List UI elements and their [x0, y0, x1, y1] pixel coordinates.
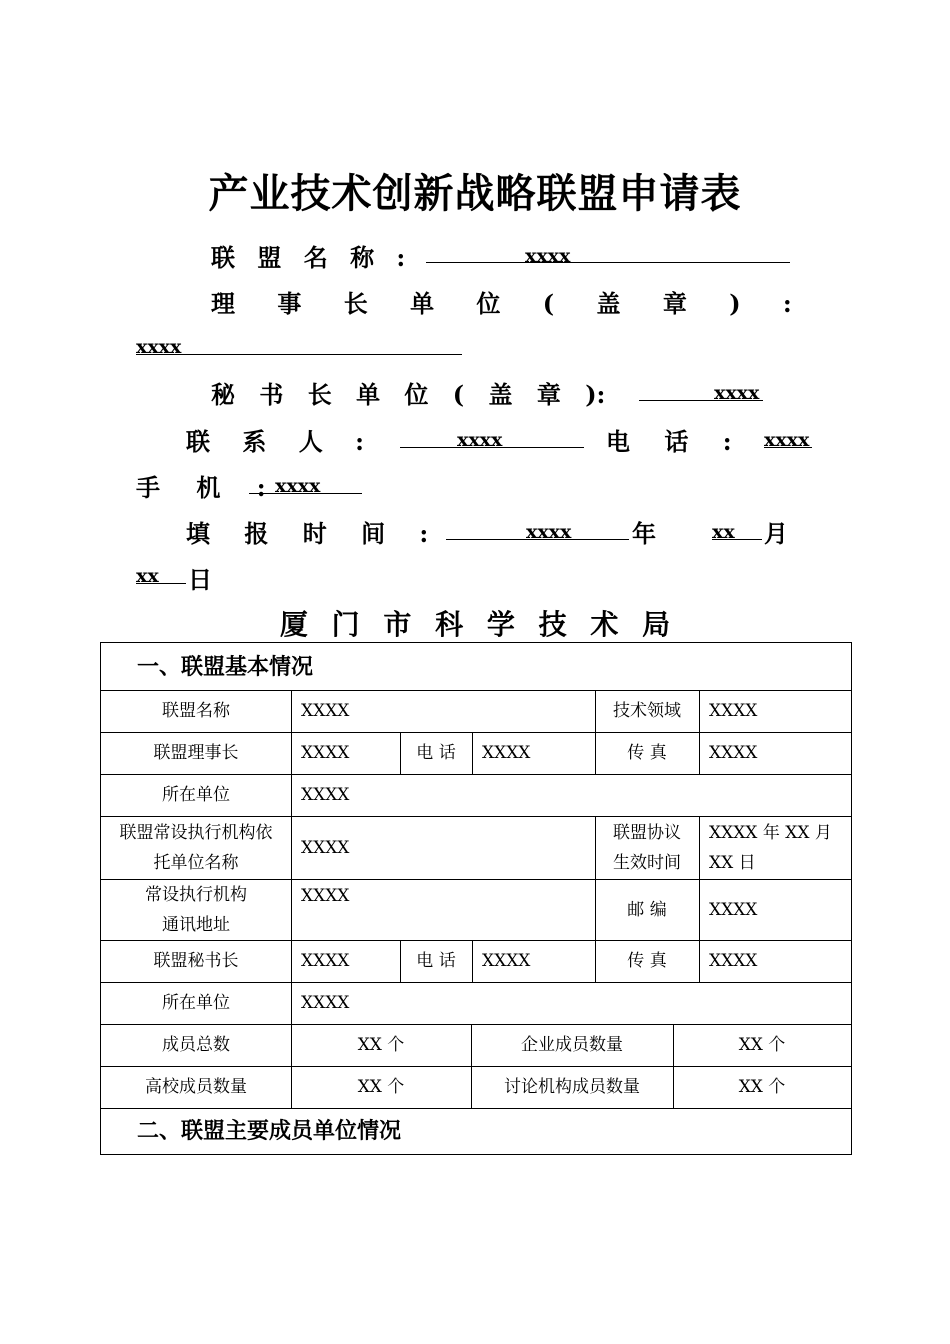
contact-label: 联 系 人 :: [186, 427, 364, 456]
secretary-unit-label: 秘 书 长 单 位 ( 盖 章 ):: [211, 380, 606, 409]
chairman-unit-value: xxxx: [136, 336, 182, 358]
fill-date-label: 填 报 时 间 :: [186, 519, 429, 548]
secretary-fax-value: XXXX: [709, 951, 758, 971]
alliance-name-cell: XXXX: [301, 701, 350, 721]
day-unit: 日: [188, 565, 212, 594]
chairman-unit-underline: [136, 354, 462, 355]
chairman-unit-label-cell: 所在单位: [162, 785, 230, 805]
address-label: [101, 879, 291, 940]
day-value: xx: [136, 565, 159, 587]
members-total-label: 成员总数: [162, 1035, 230, 1055]
address-label-line2: 通讯地址: [162, 914, 230, 935]
secretary-fax-label: 传 真: [627, 951, 667, 971]
secretary-phone-label: 电 话: [416, 951, 456, 971]
agreement-date-label: [595, 816, 699, 879]
postcode-value: XXXX: [709, 899, 758, 920]
alliance-name-underline: [426, 262, 790, 263]
research-members-label: 讨论机构成员数量: [504, 1077, 640, 1097]
exec-org-label-line2: 托单位名称: [153, 852, 239, 873]
agreement-value-line1: XXXX 年 XX 月: [709, 822, 832, 843]
university-members-label: 高校成员数量: [145, 1077, 247, 1097]
agreement-date-value: [699, 816, 851, 879]
secretary-unit-value: xxxx: [714, 382, 760, 404]
year-unit: 年: [632, 519, 656, 548]
secretary-unit-label: 所在单位: [162, 993, 230, 1013]
members-total-value: XX 个: [357, 1035, 405, 1055]
phone-value: xxxx: [764, 429, 810, 451]
month-value: xx: [712, 521, 735, 543]
enterprise-members-value: XX 个: [738, 1035, 786, 1055]
year-value: xxxx: [526, 521, 572, 543]
chairman-fax-value: XXXX: [709, 743, 758, 763]
agreement-label-line1: 联盟协议: [613, 822, 681, 843]
exec-org-label: [101, 816, 291, 879]
alliance-name-value: xxxx: [525, 245, 571, 267]
contact-value: xxxx: [457, 429, 503, 451]
secretary-unit-value: XXXX: [301, 993, 350, 1013]
research-members-value: XX 个: [738, 1077, 786, 1097]
university-members-value: XX 个: [357, 1077, 405, 1097]
phone-label: 电 话 :: [606, 427, 732, 456]
exec-org-value: XXXX: [301, 837, 350, 858]
agreement-value-line2: XX 日: [709, 852, 756, 873]
basic-info-table: [100, 642, 852, 1155]
secretary-label: 联盟秘书长: [153, 951, 239, 971]
chairman-value: XXXX: [301, 743, 350, 763]
address-value: XXXX: [301, 886, 350, 906]
issuing-bureau: 厦 门 市 科 学 技 术 局: [279, 608, 671, 641]
secretary-phone-value: XXXX: [482, 951, 531, 971]
chairman-label: 联盟理事长: [153, 743, 239, 763]
mobile-label: 手 机 :: [136, 473, 266, 502]
postcode-label: 邮 编: [627, 899, 667, 920]
agreement-label-line2: 生效时间: [613, 852, 681, 873]
secretary-value: XXXX: [301, 951, 350, 971]
chairman-unit-label: 理 事 长 单 位 ( 盖 章 ) :: [211, 289, 792, 318]
section-basic-info: 一、联盟基本情况: [137, 653, 314, 680]
chairman-phone-label: 电 话: [416, 743, 456, 763]
address-label-line1: 常设执行机构: [145, 884, 247, 905]
enterprise-members-label: 企业成员数量: [521, 1035, 623, 1055]
document-title: 产业技术创新战略联盟申请表: [208, 171, 742, 217]
chairman-unit-cell: XXXX: [301, 785, 350, 805]
section-main-members: 二、联盟主要成员单位情况: [137, 1118, 402, 1144]
exec-org-label-line1: 联盟常设执行机构依: [119, 822, 273, 843]
mobile-value: xxxx: [275, 475, 321, 497]
alliance-name-label: 联 盟 名 称 :: [211, 243, 406, 272]
tech-field-label: 技术领域: [613, 701, 681, 721]
chairman-fax-label: 传 真: [627, 743, 667, 763]
tech-field-value: XXXX: [709, 701, 758, 721]
chairman-phone-value: XXXX: [482, 743, 531, 763]
alliance-name-label-cell: 联盟名称: [162, 701, 230, 721]
month-unit: 月: [764, 519, 788, 548]
